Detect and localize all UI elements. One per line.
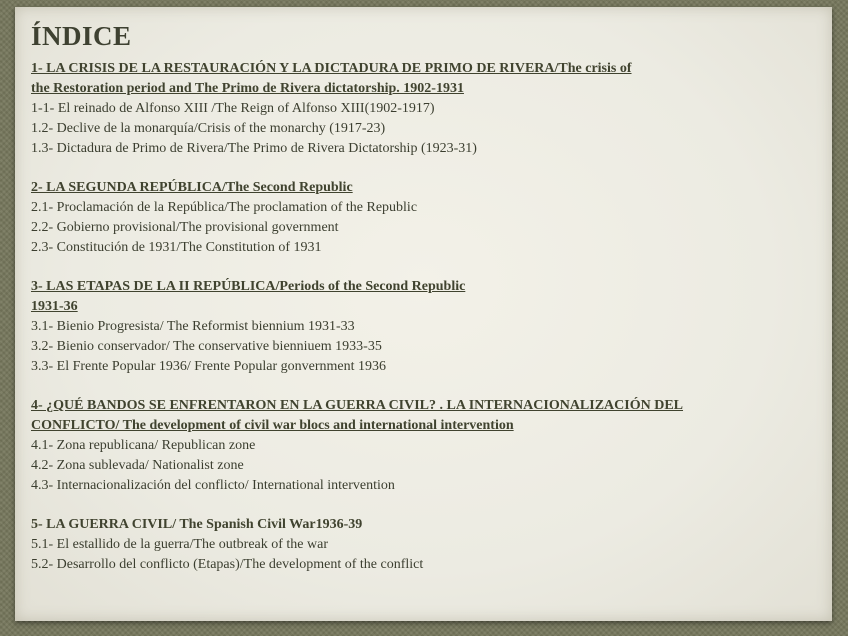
index-item: 2.3- Constitución de 1931/The Constitution of 1931 <box>31 240 322 255</box>
index-content <box>31 19 821 594</box>
index-item: 1.3- Dictadura de Primo de Rivera/The Primo de Rivera Dictatorship (1923-31) <box>31 141 477 156</box>
index-item: 1.2- Declive de la monarquía/Crisis of the monarchy (1917-23) <box>31 121 386 136</box>
index-item: 5.1- El estallido de la guerra/The outbreak of the war <box>31 537 328 552</box>
section-1 <box>31 59 821 159</box>
section-title: 5- LA GUERRA CIVIL/ The Spanish Civil War1936-39 <box>31 517 363 532</box>
paper-sheet <box>15 7 832 621</box>
index-item: 1-1- El reinado de Alfonso XIII /The Reign of Alfonso XIII(1902-1917) <box>31 101 435 116</box>
section-title: 1931-36 <box>31 299 78 314</box>
index-item: 4.3- Internacionalización del conflicto/ International intervention <box>31 478 395 493</box>
section-title: the Restoration period and The Primo de Rivera dictatorship. 1902-1931 <box>31 81 464 96</box>
section-title: 3- LAS ETAPAS DE LA II REPÚBLICA/Periods of the Second Republic <box>31 279 466 294</box>
section-4 <box>31 396 821 496</box>
section-3 <box>31 277 821 377</box>
index-item: 2.1- Proclamación de la República/The proclamation of the Republic <box>31 200 418 215</box>
section-5 <box>31 515 821 575</box>
section-title: 2- LA SEGUNDA REPÚBLICA/The Second Republic <box>31 180 353 195</box>
index-item: 3.2- Bienio conservador/ The conservative bienniuem 1933-35 <box>31 339 382 354</box>
section-2 <box>31 178 821 258</box>
index-item: 4.1- Zona republicana/ Republican zone <box>31 438 256 453</box>
index-item: 5.2- Desarrollo del conflicto (Etapas)/The development of the conflict <box>31 557 424 572</box>
index-item: 2.2- Gobierno provisional/The provisional government <box>31 220 339 235</box>
section-title: CONFLICTO/ The development of civil war blocs and international intervention <box>31 418 514 433</box>
section-title: 1- LA CRISIS DE LA RESTAURACIÓN Y LA DICTADURA DE PRIMO DE RIVERA/The crisis of <box>31 61 632 76</box>
index-item: 3.1- Bienio Progresista/ The Reformist biennium 1931-33 <box>31 319 355 334</box>
section-title: 4- ¿QUÉ BANDOS SE ENFRENTARON EN LA GUERRA CIVIL? . LA INTERNACIONALIZACIÓN DEL <box>31 398 684 413</box>
index-item: 4.2- Zona sublevada/ Nationalist zone <box>31 458 244 473</box>
page-title: ÍNDICE <box>31 21 132 51</box>
index-item: 3.3- El Frente Popular 1936/ Frente Popular gonvernment 1936 <box>31 359 386 374</box>
